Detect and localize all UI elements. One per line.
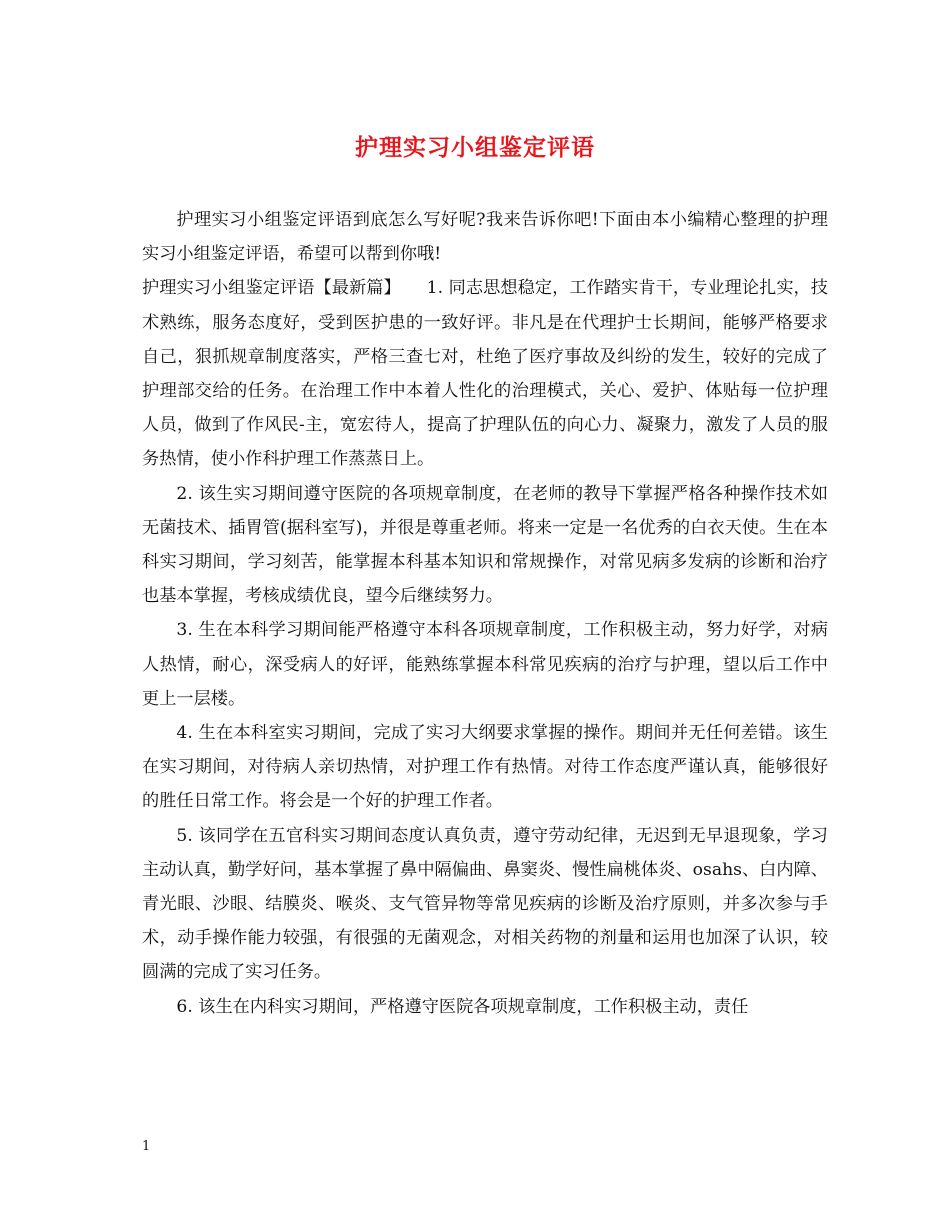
- item-3-paragraph: 3. 生在本科学习期间能严格遵守本科各项规章制度，工作积极主动，努力好学，对病人热情，耐心，深受病人的好评，能熟练掌握本科常见疾病的治疗与护理，望以后工作中更上一层楼。: [142, 620, 828, 709]
- page-number: 1: [142, 1139, 151, 1154]
- item-4-paragraph: 4. 生在本科室实习期间，完成了实习大纲要求掌握的操作。期间并无任何差错。该生在实习期间，对待病人亲切热情，对护理工作有热情。对待工作态度严谨认真，能够很好的胜任日常工作。将会是一个好的护理工作者。: [142, 723, 828, 812]
- document-title: 护理实习小组鉴定评语: [355, 134, 595, 161]
- item-5-paragraph: 5. 该同学在五官科实习期间态度认真负责，遵守劳动纪律，无迟到无早退现象，学习主动认真，勤学好问，基本掌握了鼻中隔偏曲、鼻窦炎、慢性扁桃体炎、osahs、白内障、青光眼、沙眼、结膜炎、喉炎、支气管异物等常见疾病的诊断及治疗原则，并多次参与手术，动手操作能力较强，有很强的无菌观念，对相关药物的剂量和运用也加深了认识，较圆满的完成了实习任务。: [142, 825, 828, 983]
- item-6-paragraph: 6. 该生在内科实习期间，严格遵守医院各项规章制度，工作积极主动，责任: [176, 996, 749, 1017]
- item-2-paragraph: 2. 该生实习期间遵守医院的各项规章制度，在老师的教导下掌握严格各种操作技术如无菌技术、插胃管(据科室写)，并很是尊重老师。将来一定是一名优秀的白衣天使。生在本科实习期间，学习刻苦，能掌握本科基本知识和常规操作，对常见病多发病的诊断和治疗也基本掌握，考核成绩优良，望今后继续努力。: [142, 483, 828, 607]
- intro-paragraph: 护理实习小组鉴定评语到底怎么写好呢?我来告诉你吧!下面由本小编精心整理的护理实习小组鉴定评语，希望可以帮到你哦!: [142, 210, 828, 265]
- item-1-paragraph: 护理实习小组鉴定评语【最新篇】 1. 同志思想稳定，工作踏实肯干，专业理论扎实，技术熟练，服务态度好，受到医护患的一致好评。非凡是在代理护士长期间，能够严格要求自己，狠抓规章制度落实，严格三查七对，杜绝了医疗事故及纠纷的发生，较好的完成了护理部交给的任务。在治理工作中本着人性化的治理模式，关心、爱护、体贴每一位护理人员，做到了作风民-主，宽宏待人，提高了护理队伍的向心力、凝聚力，激发了人员的服务热情，使小作科护理工作蒸蒸日上。: [142, 278, 828, 470]
- document-body: [142, 203, 828, 1024]
